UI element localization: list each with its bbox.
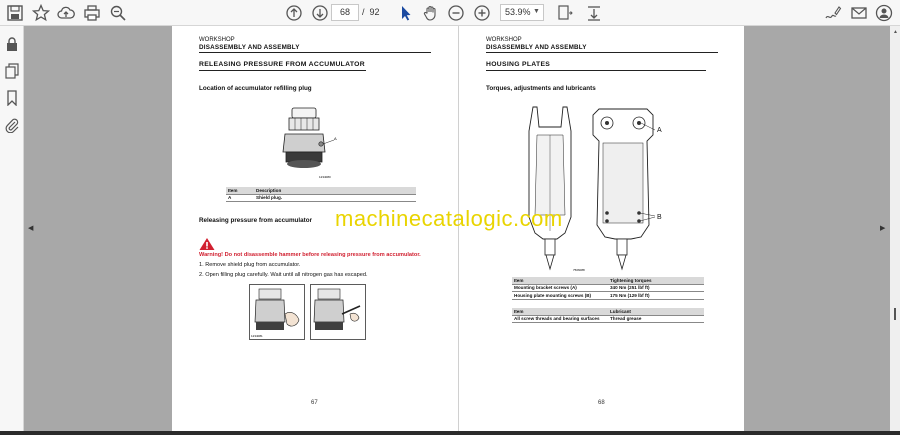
lubricants-table [512, 308, 704, 323]
item-description-table [226, 187, 416, 202]
table-header-cell: Description [254, 187, 416, 194]
subtitle-location: Location of accumulator refilling plug [199, 85, 312, 92]
callout-label-a: A [657, 127, 662, 134]
table-row [512, 315, 704, 323]
warning-icon [199, 237, 215, 251]
page-number: 68 [598, 400, 605, 406]
open-plug-figure [310, 284, 366, 340]
subtitle-releasing: Releasing pressure from accumulator [199, 217, 313, 224]
header-rule [199, 52, 431, 53]
lock-icon[interactable] [4, 36, 20, 52]
section-title: RELEASING PRESSURE FROM ACCUMULATOR [199, 61, 365, 68]
table-cell: 340 Nm (251 lbf ft) [608, 284, 704, 292]
fit-page-icon[interactable] [555, 3, 575, 23]
table-row [512, 284, 704, 292]
watermark-text: machinecatalogic.com [335, 206, 563, 231]
attachment-icon[interactable] [4, 117, 20, 133]
save-icon[interactable] [5, 3, 25, 23]
table-header-cell: Tightening torques [608, 277, 704, 284]
vertical-scrollbar[interactable] [890, 26, 900, 435]
table-cell: Thread grease [608, 315, 704, 323]
zoom-out-icon[interactable] [446, 3, 466, 23]
table-header-row [512, 308, 704, 315]
print-icon[interactable] [82, 3, 102, 23]
total-pages: 92 [369, 7, 380, 17]
hand-tool-icon[interactable] [421, 3, 441, 23]
table-row [226, 194, 416, 202]
next-page-icon[interactable] [310, 3, 330, 23]
table-cell: All screw threads and bearing surfaces [512, 315, 608, 323]
zoom-level-select[interactable]: 53.9% [500, 4, 544, 21]
scroll-up-arrow[interactable]: ▲ [893, 29, 898, 35]
header-rule [486, 52, 718, 53]
table-header-cell: Item [226, 187, 254, 194]
page-header-small: WORKSHOP [199, 37, 235, 43]
table-cell: Shield plug. [254, 194, 416, 202]
table-cell: Housing plate mounting screws (B) [512, 292, 608, 300]
svg-text:7506088: 7506088 [573, 268, 585, 271]
bookmark-star-icon[interactable] [31, 3, 51, 23]
collapse-right-panel-arrow[interactable]: ▶ [880, 225, 886, 232]
step-item: 2. Open filling plug carefully. Wait until all nitrogen gas has escaped. [199, 272, 368, 278]
scroll-mode-icon[interactable] [584, 3, 604, 23]
scrollbar-thumb[interactable] [894, 308, 896, 320]
table-header-cell: Item [512, 277, 608, 284]
email-icon[interactable] [849, 3, 869, 23]
tightening-torques-table [512, 277, 704, 300]
table-cell: 175 Nm (129 lbf ft) [608, 292, 704, 300]
section-title: HOUSING PLATES [486, 61, 551, 68]
page-number: 67 [311, 400, 318, 406]
table-cell: A [226, 194, 254, 202]
table-header-row [512, 277, 704, 284]
page-header-small: WORKSHOP [486, 37, 522, 43]
svg-text:1234081: 1234081 [251, 334, 263, 338]
svg-text:1234080: 1234080 [319, 175, 331, 179]
zoom-in-icon[interactable] [472, 3, 492, 23]
hammer-housing-figure [527, 105, 667, 271]
svg-text:A: A [334, 136, 337, 141]
left-sidebar [0, 26, 24, 435]
page-header-bold: DISASSEMBLY AND ASSEMBLY [199, 44, 300, 51]
warning-text: Warning! Do not disassemble hammer before releasing pressure from accumulator. [199, 252, 421, 258]
pages-thumbnail-icon[interactable] [4, 63, 20, 79]
table-row [512, 292, 704, 300]
account-icon[interactable] [874, 3, 894, 23]
remove-plug-figure [249, 284, 305, 340]
page-count [362, 7, 380, 17]
step-item: 1. Remove shield plug from accumulator. [199, 262, 301, 268]
section-rule [199, 70, 366, 71]
previous-page-icon[interactable] [284, 3, 304, 23]
table-header-cell: Lubricant [608, 308, 704, 315]
cloud-upload-icon[interactable] [56, 3, 76, 23]
chevron-down-icon[interactable]: ▼ [533, 8, 540, 15]
table-cell: Mounting bracket screws (A) [512, 284, 608, 292]
bookmarks-icon[interactable] [4, 90, 20, 106]
main-toolbar [0, 0, 900, 26]
collapse-left-panel-arrow[interactable]: ◀ [28, 225, 34, 232]
accumulator-figure [277, 102, 339, 180]
table-header-row [226, 187, 416, 194]
page-separator: / [362, 7, 365, 17]
current-page-input[interactable]: 68 [331, 4, 359, 21]
select-cursor-icon[interactable] [396, 3, 416, 23]
sign-icon[interactable] [823, 3, 843, 23]
callout-label-b: B [657, 214, 662, 221]
page-header-bold: DISASSEMBLY AND ASSEMBLY [486, 44, 587, 51]
table-header-cell: Item [512, 308, 608, 315]
section-rule [486, 70, 706, 71]
bottom-bar [0, 431, 900, 435]
zoom-search-icon[interactable] [108, 3, 128, 23]
subtitle-torques: Torques, adjustments and lubricants [486, 85, 596, 92]
